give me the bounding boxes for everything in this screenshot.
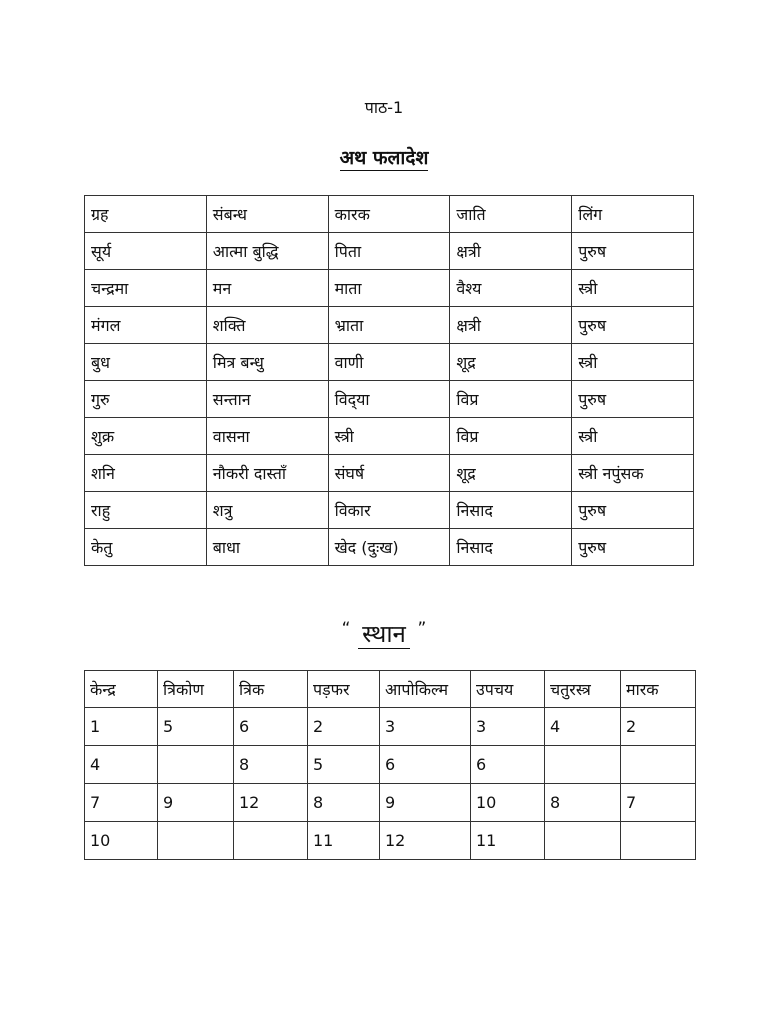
column-header: केन्द्र [85,671,158,708]
column-header: कारक [328,196,450,233]
table-row [85,822,696,860]
table-row [85,784,696,822]
table-cell: मंगल [85,307,207,344]
table-row [85,270,694,307]
table-cell: 1 [85,708,158,746]
table-cell: वैश्य [450,270,572,307]
table-cell: स्त्री [572,270,694,307]
table-cell: क्षत्री [450,307,572,344]
table-cell: गुरु [85,381,207,418]
table-cell: पुरुष [572,529,694,566]
table-row [85,418,694,455]
page-title-text: अथ फलादेश [339,147,429,169]
table-cell: पुरुष [572,381,694,418]
table-cell: 10 [471,784,545,822]
table-cell: स्त्री नपुंसक [572,455,694,492]
table-row [85,344,694,381]
table-cell: सूर्य [85,233,207,270]
table-cell: माता [328,270,450,307]
table-cell: 6 [380,746,471,784]
table-cell [158,746,234,784]
table-cell: बुध [85,344,207,381]
table-row [85,307,694,344]
table-cell: सन्तान [206,381,328,418]
table-cell: स्त्री [572,418,694,455]
table-cell: क्षत्री [450,233,572,270]
table-cell: आत्मा बुद्धि [206,233,328,270]
table-cell: चन्द्रमा [85,270,207,307]
planets-table [84,195,694,566]
table-cell: विप्र [450,381,572,418]
table-row [85,529,694,566]
table-cell: 8 [308,784,380,822]
open-quote: “ [341,619,351,639]
table-cell: राहु [85,492,207,529]
close-quote: ” [417,619,427,639]
table-cell: भ्राता [328,307,450,344]
column-header: लिंग [572,196,694,233]
table-cell [234,822,308,860]
column-header: त्रिकोण [158,671,234,708]
table-cell: 8 [545,784,621,822]
table-cell: 10 [85,822,158,860]
table-cell: शूद्र [450,455,572,492]
table-cell: 7 [85,784,158,822]
table-cell: 7 [621,784,696,822]
table-cell: संघर्ष [328,455,450,492]
lesson-number: पाठ-1 [364,98,404,117]
table-cell [545,822,621,860]
table-cell: 8 [234,746,308,784]
planets-header-row [85,196,694,233]
table-cell: विकार [328,492,450,529]
table-cell: 2 [621,708,696,746]
table-cell: 4 [85,746,158,784]
table-cell: बाधा [206,529,328,566]
table-cell [621,746,696,784]
table-cell: 9 [380,784,471,822]
table-cell: स्त्री [572,344,694,381]
table-cell: निसाद [450,529,572,566]
column-header: ग्रह [85,196,207,233]
sthan-title: स्थान [358,620,410,649]
table-cell: पिता [328,233,450,270]
table-cell: नौकरी दास्ताँ [206,455,328,492]
table-cell: 11 [471,822,545,860]
table-cell: वाणी [328,344,450,381]
table-cell: 5 [158,708,234,746]
column-header: उपचय [471,671,545,708]
table-row [85,746,696,784]
table-cell: शक्ति [206,307,328,344]
column-header: आपोकिल्म [380,671,471,708]
table-cell: 12 [380,822,471,860]
column-header: संबन्ध [206,196,328,233]
table-row [85,381,694,418]
column-header: पड़फर [308,671,380,708]
column-header: जाति [450,196,572,233]
table-cell [545,746,621,784]
table-cell: निसाद [450,492,572,529]
table-cell: मन [206,270,328,307]
table-cell: शनि [85,455,207,492]
table-cell: 3 [471,708,545,746]
sthan-heading [0,612,768,651]
table-row [85,455,694,492]
table-cell: 4 [545,708,621,746]
table-cell: पुरुष [572,233,694,270]
column-header: मारक [621,671,696,708]
table-cell: केतु [85,529,207,566]
table-row [85,233,694,270]
table-row [85,708,696,746]
table-cell: पुरुष [572,492,694,529]
table-cell: शत्रु [206,492,328,529]
table-row [85,492,694,529]
table-cell: पुरुष [572,307,694,344]
table-cell: मित्र बन्धु [206,344,328,381]
table-cell: 6 [471,746,545,784]
houses-table [84,670,696,860]
table-cell: विद्‌या [328,381,450,418]
table-cell: शुक्र [85,418,207,455]
column-header: चतुरस्त्र [545,671,621,708]
table-cell: 12 [234,784,308,822]
table-cell: शूद्र [450,344,572,381]
table-cell: विप्र [450,418,572,455]
column-header: त्रिक [234,671,308,708]
table-cell: 6 [234,708,308,746]
houses-header-row [85,671,696,708]
table-cell: 9 [158,784,234,822]
table-cell: 3 [380,708,471,746]
table-cell: स्त्री [328,418,450,455]
table-cell [158,822,234,860]
table-cell: वासना [206,418,328,455]
page-title [0,145,768,171]
table-cell: 11 [308,822,380,860]
table-cell [621,822,696,860]
table-cell: खेद (दुःख) [328,529,450,566]
table-cell: 5 [308,746,380,784]
table-cell: 2 [308,708,380,746]
